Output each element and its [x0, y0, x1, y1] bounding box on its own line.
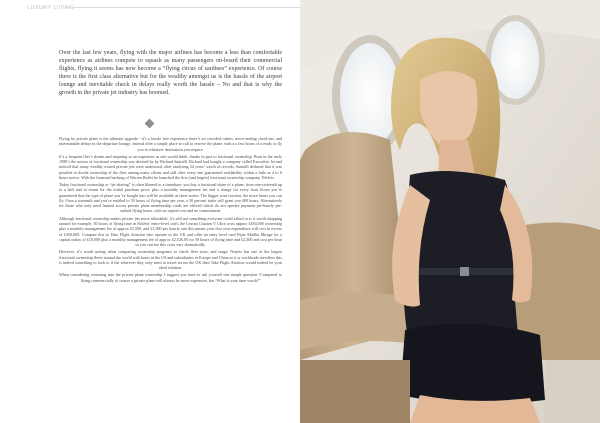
belt-buckle	[460, 267, 469, 276]
right-page-photo	[300, 0, 600, 423]
intro-paragraph: Over the last few years, flying with the major airlines has become a less than comfortable experience as airlines compete to squash as many passengers on-board their commercial flights, flying it seems has now become a “flying circus of sardines” experience. Of course there is the first class alternative but for the wealthy amongst us is the hassle of the airport lounge and inevitable check in delays really worth the hassle – No and that is why the growth in the private jet industry has boomed.	[59, 50, 282, 96]
cabin-floor	[300, 360, 410, 423]
body-paragraph: It’s a frequent flier’s dream and inspiring or an expensive as one would think, thanks in part to fractional ownership. Born in the early 1990’s the notion of fractional ownership was devised by by Richard Santulli. Richard had bought a company called Executive Jet and noticed that many wealthy owned private jets were underused, after analysing 24 years’ worth of records, Santulli deduced that it was possible to divide ownership of the fleet among many clients and still offer every one guaranteed availability within a little as 4 to 6 hours notice. With the financial backing of Warren Buffet he launched the first (and largest) fractional ownership company, NetJets.	[59, 153, 282, 180]
article-body	[59, 136, 282, 285]
page-header	[0, 0, 300, 48]
body-paragraph: However, it’s worth noting when comparing ownership programs to check fleet sizes, and range. Netjets has one of the largest fractional ownership fleets around the world with bases in the US and subsidiaries in Europe and China so it is worldwide travellers this is indeed something to look to if the wherever they only need to travel across the UK then Take Flight Aviation would indeed be your ideal solution.	[59, 249, 282, 271]
woman-in-private-jet-photo	[300, 0, 600, 423]
body-paragraph: Flying by private plane is the ultimate upgrade - it’s a hassle free experience there’s no crowded cabins, never-ending check-ins, and interminable delays in the departure lounge, instead offer a simply place to call to reserve the plane, with a a few hours of a ready to fly you to whatever destination you require.	[59, 136, 282, 152]
body-paragraph: Although fractional ownership makes private jets more affordable, it’s still not something everyone could afford or is it worth shopping around for example, 50 hours of flying time in NetJets’ entry-level craft, the Cessna Citation V Ultra costs approx £184,000 ownership plus a monthly management fee of approx £5,500, and £1,900 per hourly rate this means your first year expenditure will cost in excess of £350,000. Compare this to Take Flight Aviation who operate in the UK and offer an entry level card Piper Malibu Mirage for a capital outlay of £10,000 plus a monthly management fee of approx £2,526.00 for 50 hours of flying time and £2,500 and cost per hour so you can see this costs vary dramatically.	[59, 215, 282, 248]
body-paragraph: Today fractional ownership or “jet sharing” is often likened to a timeshare, you buy a fractional share of a plane, from one-sixteenth up to a half and in return for the initial purchase price, plus a monthly management fee and a charge for every hour flown you’re guaranteed that the type of plane you’ve bought into will be available at short notice. The bigger your fraction, the more hours you can fly. Own a sixteenth and you’re entitled to 50 hours of flying time per year, a 50 percent stake will grant you 400 hours. Alternatively for those who only need limited access private plane membership cards are offered which do not operate payment per-hourly per-outlaid flying hours, with no capital cost and no commitment.	[59, 182, 282, 214]
header-rule	[65, 7, 300, 8]
body-paragraph: When considering venturing into the private plane ownership I suggest you have to ask yourself one simple question “Compared to flying commercially of course a private plane will always be more expensive, but “What is your time worth?”	[59, 272, 282, 283]
section-label: LUXURY LIVING	[27, 5, 75, 11]
diamond-ornament-icon	[145, 119, 155, 129]
skirt	[400, 324, 545, 404]
cabin-panel	[545, 360, 600, 423]
